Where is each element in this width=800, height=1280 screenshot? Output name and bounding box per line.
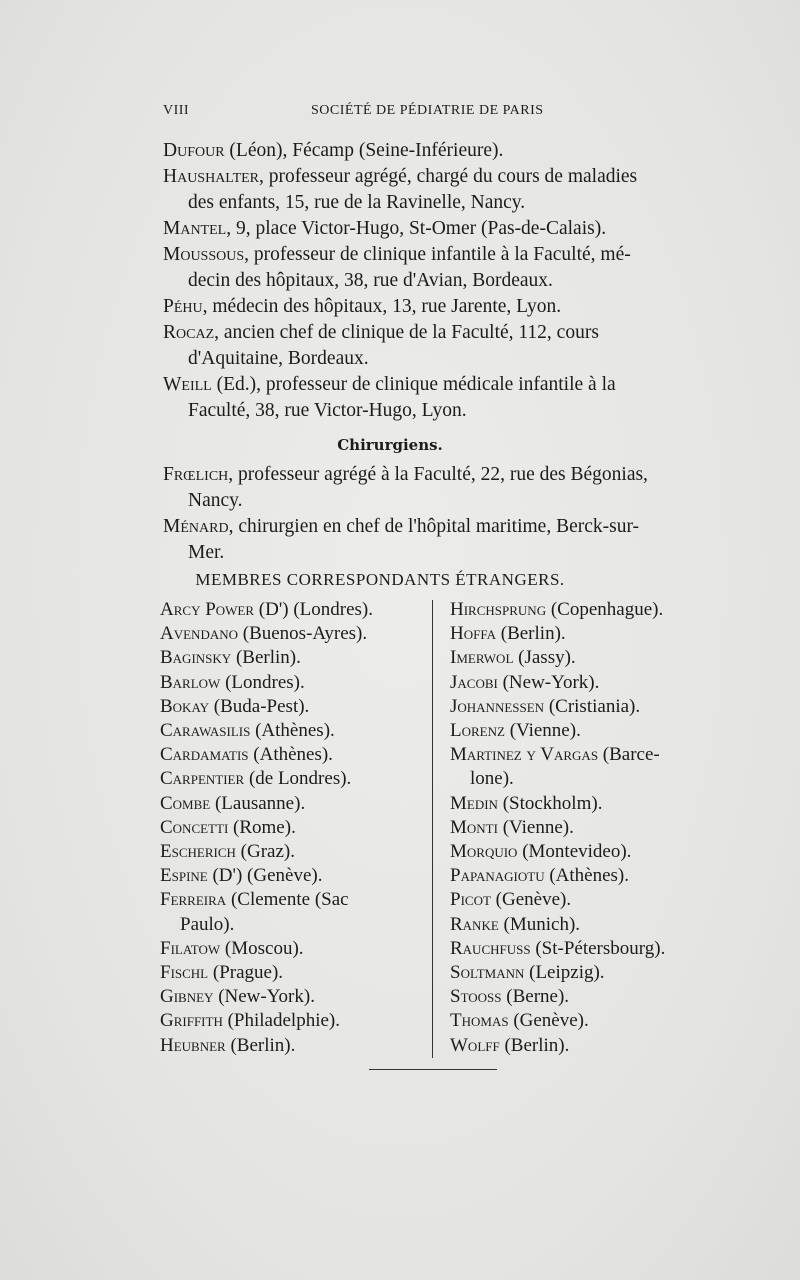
entry-detail: (Athènes). — [250, 720, 335, 742]
list-item — [450, 913, 750, 937]
list-item — [160, 671, 425, 695]
entry-detail: , professeur de clinique infantile à la Faculté, mé- — [244, 244, 631, 265]
person-name: Medin — [450, 792, 498, 814]
entry-detail: (Berne). — [501, 986, 570, 1008]
entry-continuation: Nancy. — [188, 490, 243, 511]
entry-continuation: Paulo). — [180, 913, 235, 935]
person-name: Imerwol — [450, 647, 514, 669]
person-name: Rocaz — [163, 322, 215, 343]
entry-detail: (Prague). — [208, 962, 284, 984]
entry-detail: (Vienne). — [504, 720, 581, 742]
person-name: Filatow — [160, 937, 221, 959]
entry-detail: , ancien chef de clinique de la Faculté, 112, cours — [214, 322, 599, 343]
entry-detail: (Leipzig). — [524, 962, 605, 984]
entry-detail: , professeur agrégé, chargé du cours de maladies — [259, 166, 638, 187]
person-name: Carawasilis — [160, 720, 251, 742]
person-name: Lorenz — [450, 720, 505, 742]
person-name: Papanagiotu — [450, 865, 545, 887]
entry-detail: , professeur agrégé à la Faculté, 22, rue des Bégonias, — [228, 464, 648, 485]
person-name: Thomas — [450, 1010, 509, 1032]
list-item — [160, 622, 425, 646]
list-item — [163, 514, 723, 566]
list-item — [450, 961, 750, 985]
entry-detail: (de Londres). — [244, 768, 352, 790]
entry-continuation: Faculté, 38, rue Victor-Hugo, Lyon. — [188, 400, 467, 421]
entry-continuation: decin des hôpitaux, 38, rue d'Avian, Bordeaux. — [188, 270, 553, 291]
list-item — [450, 671, 750, 695]
list-item — [160, 937, 425, 961]
page-folio: VIII — [163, 103, 190, 118]
entry-detail: (Lausanne). — [210, 792, 306, 814]
entry-detail: (D') (Londres). — [254, 599, 374, 620]
person-name: Concetti — [160, 816, 229, 838]
list-item — [163, 216, 723, 242]
list-item — [160, 888, 425, 936]
entry-detail: (Jassy). — [513, 647, 576, 669]
person-name: Bokay — [160, 695, 210, 717]
list-item — [160, 840, 425, 864]
membres-right-column — [450, 598, 750, 1058]
entry-detail: , 9, place Victor-Hugo, St-Omer (Pas-de-Calais). — [226, 218, 607, 239]
entry-detail: (Munich). — [498, 913, 581, 935]
entry-continuation: Mer. — [188, 542, 225, 563]
entry-detail: (New-York). — [213, 986, 315, 1008]
list-item — [450, 622, 750, 646]
entry-detail: (Clemente (Sac — [226, 889, 349, 911]
medecins-list — [163, 138, 723, 424]
person-name: Espine — [160, 865, 208, 887]
person-name: Ménard — [163, 516, 229, 537]
person-name: Avendano — [160, 623, 238, 645]
entry-detail: (Moscou). — [220, 937, 304, 959]
chirurgiens-heading: Chirurgiens. — [337, 436, 443, 454]
person-name: Rauchfuss — [450, 937, 531, 959]
person-name: Hirchsprung — [450, 599, 547, 620]
list-item — [160, 1034, 425, 1058]
list-item — [450, 816, 750, 840]
column-divider — [432, 600, 433, 1058]
entry-detail: (Athènes). — [544, 865, 630, 887]
list-item — [163, 320, 723, 372]
list-item — [163, 462, 723, 514]
list-item — [163, 164, 723, 216]
entry-detail: (Buda-Pest). — [209, 695, 310, 717]
membres-heading: MEMBRES CORRESPONDANTS ÉTRANGERS. — [195, 570, 565, 589]
list-item — [160, 695, 425, 719]
person-name: Fischl — [160, 962, 209, 984]
person-name: Arcy Power — [160, 599, 255, 620]
person-name: Gibney — [160, 986, 214, 1008]
entry-continuation: d'Aquitaine, Bordeaux. — [188, 348, 369, 369]
person-name: Johannessen — [450, 695, 545, 717]
list-item — [160, 864, 425, 888]
entry-detail: (Graz). — [235, 841, 295, 863]
list-item — [450, 719, 750, 743]
entry-detail: (Copenhague). — [546, 599, 664, 620]
person-name: Combe — [160, 792, 211, 814]
list-item — [160, 743, 425, 767]
entry-detail: (D') (Genève). — [207, 865, 323, 887]
person-name: Mantel — [163, 218, 227, 239]
list-item — [160, 646, 425, 670]
person-name: Escherich — [160, 841, 236, 863]
entry-detail: (New-York). — [497, 671, 600, 693]
person-name: Cardamatis — [160, 744, 249, 766]
person-name: Wolff — [450, 1034, 500, 1056]
list-item — [450, 985, 750, 1009]
list-item — [160, 792, 425, 816]
person-name: Frœlich — [163, 464, 229, 485]
entry-detail: (Berlin). — [225, 1034, 296, 1056]
person-name: Haushalter — [163, 166, 260, 187]
entry-detail: (Athènes). — [248, 744, 333, 766]
list-item — [450, 840, 750, 864]
entry-detail: (Buenos-Ayres). — [238, 623, 368, 645]
entry-detail: (Vienne). — [497, 816, 574, 838]
person-name: Heubner — [160, 1034, 226, 1056]
entry-detail: (Barce- — [598, 744, 660, 766]
entry-detail: (St-Pétersbourg). — [530, 937, 666, 959]
person-name: Weill — [163, 374, 212, 395]
running-title: SOCIÉTÉ DE PÉDIATRIE DE PARIS — [311, 103, 544, 118]
list-item — [450, 888, 750, 912]
list-item — [160, 719, 425, 743]
list-item — [160, 598, 425, 622]
entry-detail: (Montevideo). — [517, 841, 632, 863]
list-item — [163, 138, 723, 164]
entry-detail: (Ed.), professeur de clinique médicale infantile à la — [211, 374, 616, 395]
entry-detail: (Léon), Fécamp (Seine-Inférieure). — [224, 140, 504, 161]
person-name: Ranke — [450, 913, 499, 935]
chirurgiens-list — [163, 462, 723, 566]
list-item — [450, 792, 750, 816]
list-item — [160, 961, 425, 985]
entry-detail: , chirurgien en chef de l'hôpital maritime, Berck-sur- — [228, 516, 640, 537]
entry-detail: (Philadelphie). — [222, 1010, 340, 1032]
person-name: Moussous — [163, 244, 245, 265]
end-rule — [369, 1069, 497, 1070]
list-item — [160, 985, 425, 1009]
entry-detail: (Rome). — [228, 816, 296, 838]
list-item — [450, 1009, 750, 1033]
entry-continuation: lone). — [470, 768, 514, 790]
person-name: Stooss — [450, 986, 502, 1008]
person-name: Péhu — [163, 296, 203, 317]
person-name: Martinez y Vargas — [450, 744, 599, 766]
list-item — [160, 816, 425, 840]
list-item — [160, 1009, 425, 1033]
list-item — [450, 864, 750, 888]
list-item — [163, 372, 723, 424]
entry-detail: (Londres). — [220, 671, 305, 693]
person-name: Morquio — [450, 841, 518, 863]
person-name: Soltmann — [450, 962, 525, 984]
list-item — [163, 294, 723, 320]
entry-detail: (Berlin). — [231, 647, 301, 669]
person-name: Barlow — [160, 671, 221, 693]
list-item — [450, 695, 750, 719]
list-item — [450, 1034, 750, 1058]
person-name: Hoffa — [450, 623, 496, 645]
person-name: Jacobi — [450, 671, 498, 693]
list-item — [450, 646, 750, 670]
person-name: Ferreira — [160, 889, 227, 911]
entry-detail: (Berlin). — [499, 1034, 570, 1056]
person-name: Picot — [450, 889, 491, 911]
entry-continuation: des enfants, 15, rue de la Ravinelle, Nancy. — [188, 192, 526, 213]
entry-detail: (Genève). — [490, 889, 572, 911]
person-name: Carpentier — [160, 768, 245, 790]
person-name: Dufour — [163, 140, 225, 161]
entry-detail: , médecin des hôpitaux, 13, rue Jarente, Lyon. — [202, 296, 562, 317]
list-item — [450, 743, 750, 791]
entry-detail: (Genève). — [508, 1010, 589, 1032]
list-item — [450, 598, 750, 622]
person-name: Griffith — [160, 1010, 223, 1032]
list-item — [450, 937, 750, 961]
membres-left-column — [160, 598, 425, 1058]
person-name: Monti — [450, 816, 498, 838]
entry-detail: (Berlin). — [496, 623, 566, 645]
list-item — [163, 242, 723, 294]
page-header — [163, 103, 723, 125]
person-name: Baginsky — [160, 647, 232, 669]
list-item — [160, 767, 425, 791]
entry-detail: (Cristiania). — [544, 695, 641, 717]
entry-detail: (Stockholm). — [497, 792, 603, 814]
